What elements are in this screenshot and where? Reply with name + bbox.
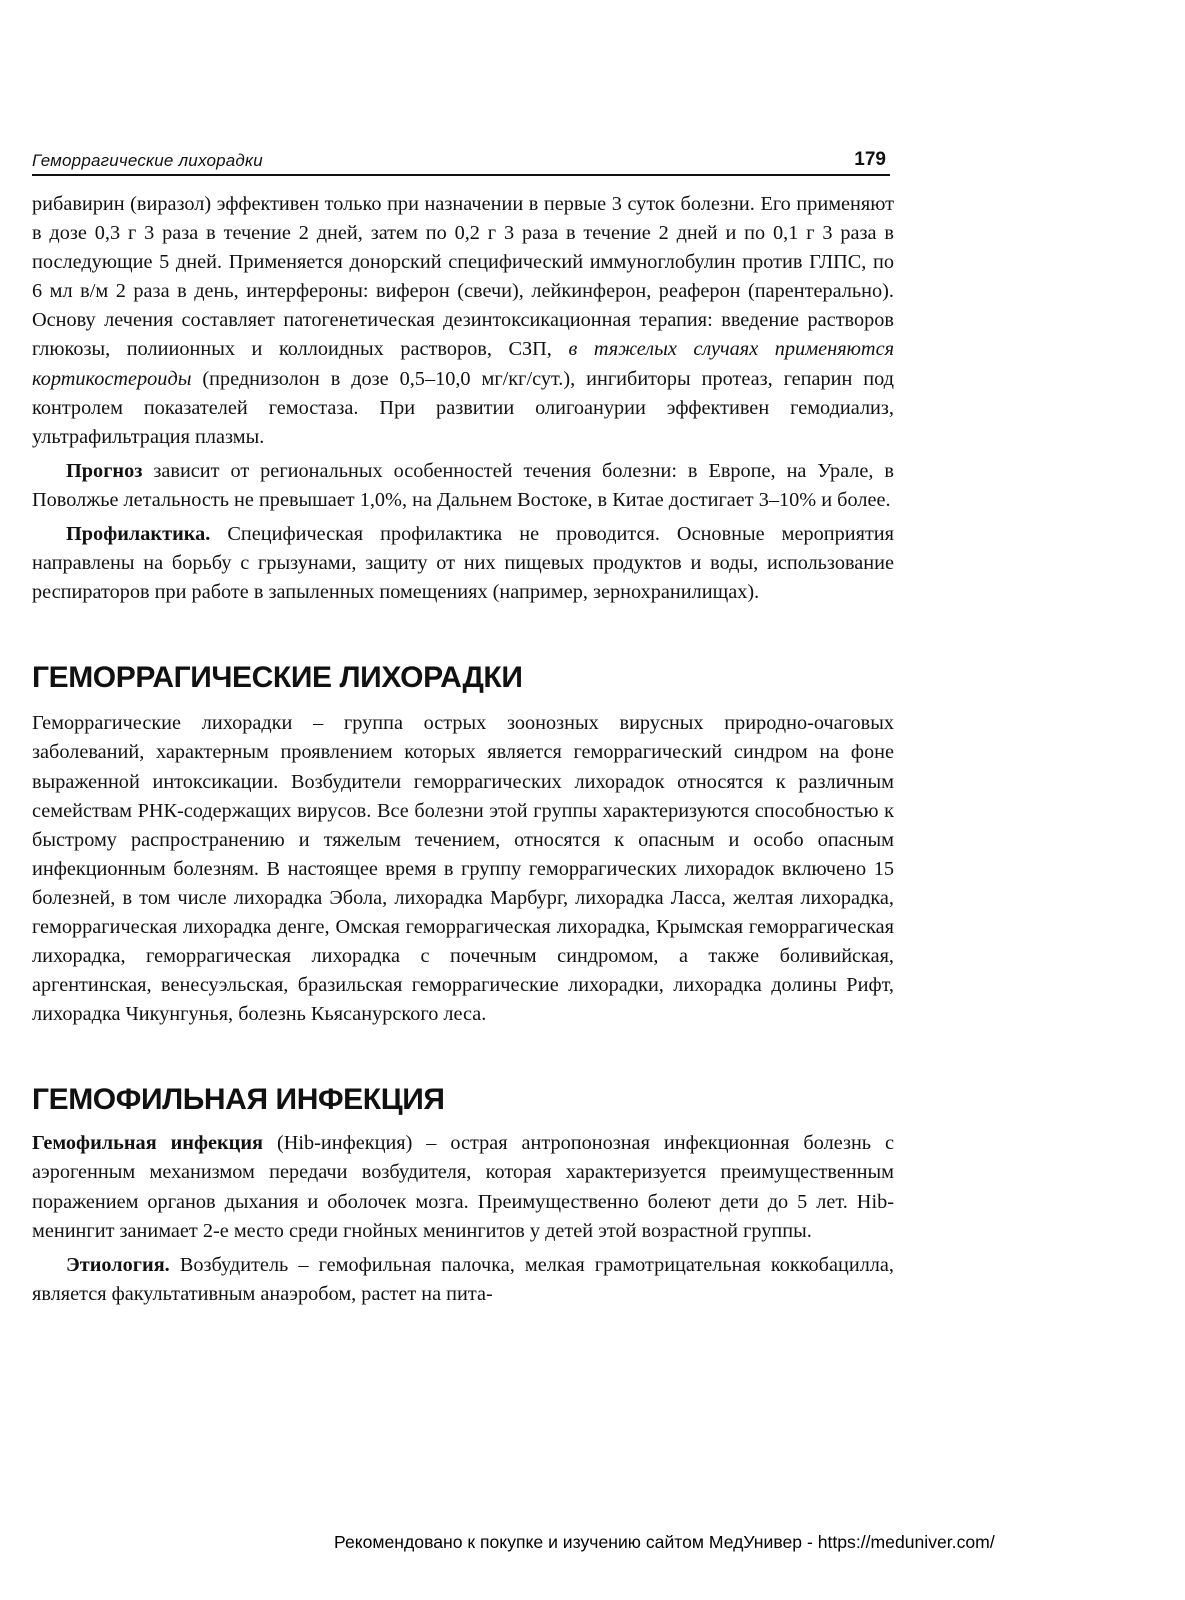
etiology-lead: Этиология. <box>66 1253 170 1276</box>
page-number: 179 <box>854 149 886 170</box>
treatment-tail-text: (преднизолон в дозе 0,5–10,0 мг/кг/сут.), ингибиторы протеаз, гепарин под контролем показателей гемостаза. При развитии олигоанурии эффективен гемодиализ, ультрафильтрация плазмы. <box>32 367 894 448</box>
page-content <box>32 190 894 1309</box>
paragraph-prognosis <box>32 457 894 515</box>
paragraph-prevention <box>32 520 894 607</box>
prevention-text: Специфическая профилактика не проводится. Основные мероприятия направлены на борьбу с грызунами, защиту от них пищевых продуктов и воды, использование респираторов при работе в запыленных помещениях (например, зернохранилищах). <box>32 523 894 604</box>
section-heading-hemorrhagic-fevers: ГЕМОРРАГИЧЕСКИЕ ЛИХОРАДКИ <box>32 661 523 695</box>
paragraph-treatment <box>32 190 894 452</box>
paragraph-hib-definition <box>32 1129 894 1245</box>
running-title: Геморрагические лихорадки <box>32 151 263 170</box>
treatment-text: рибавирин (виразол) эффективен только при назначении в первые 3 суток болезни. Его применяют в дозе 0,3 г 3 раза в течение 2 дней, затем по 0,2 г 3 раза в течение 2 дней и по 0,1 г 3 раза в последующие 5 дней. Применяется донорский специфический иммуноглобулин против ГЛПС, по 6 мл в/м 2 раза в день, интерфероны: виферон (свечи), лейкинферон, реаферон (парентерально). Основу лечения составляет патогенетическая дезинтоксикационная терапия: введение растворов глюкозы, полиионных и коллоидных растворов, СЗП, <box>32 193 894 361</box>
prevention-lead: Профилактика. <box>66 523 211 546</box>
section-heading-hib-infection: ГЕМОФИЛЬНАЯ ИНФЕКЦИЯ <box>32 1083 445 1117</box>
footer-recommendation: Рекомендовано к покупке и изучению сайтом МедУнивер - https://meduniver.com/ <box>334 1532 995 1552</box>
hib-definition-text: (Hib-инфекция) – острая антропонозная инфекционная болезнь с аэрогенным механизмом передачи возбудителя, которая характеризуется преимущественным поражением органов дыхания и оболочек мозга. Преимущественно болеют дети до 5 лет. Hib-менингит занимает 2-е место среди гнойных менингитов у детей этой возрастной группы. <box>32 1132 894 1242</box>
paragraph-hemorrhagic-fevers: Геморрагические лихорадки – группа острых зоонозных вирусных природно-очаговых заболеваний, характерным проявлением которых является геморрагический синдром на фоне выраженной интоксикации. Возбудители геморрагических лихорадок относятся к различным семействам РНК-содержащих вирусов. Все болезни этой группы характеризуются способностью к быстрому распространению и тяжелым течением, относятся к опасным и особо опасным инфекционным болезням. В настоящее время в группу геморрагических лихорадок включено 15 болезней, в том числе лихорадка Эбола, лихорадка Марбург, лихорадка Ласса, желтая лихорадка, геморрагическая лихорадка денге, Омская геморрагическая лихорадка, Крымская геморрагическая лихорадка, геморрагическая лихорадка с почечным синдромом, а также боливийская, аргентинская, венесуэльская, бразильская геморрагические лихорадки, лихорадка долины Рифт, лихорадка Чикунгунья, болезнь Кьясанурского леса. <box>32 712 894 1026</box>
prognosis-lead: Прогноз <box>66 459 143 482</box>
etiology-text: Возбудитель – гемофильная палочка, мелкая грамотрицательная коккобацилла, является факультативным анаэробом, растет на пита- <box>32 1253 895 1305</box>
prognosis-text: зависит от региональных особенностей течения болезни: в Европе, на Урале, в Поволжье летальность не превышает 1,0%, на Дальнем Востоке, в Китае достигает 3–10% и более. <box>32 459 895 511</box>
paragraph-etiology <box>32 1251 894 1309</box>
running-header <box>32 148 890 176</box>
treatment-italic-text: в тяжелых случаях применяются кортикостероиды <box>32 338 894 390</box>
hib-definition-lead: Гемофильная инфекция <box>32 1132 264 1155</box>
